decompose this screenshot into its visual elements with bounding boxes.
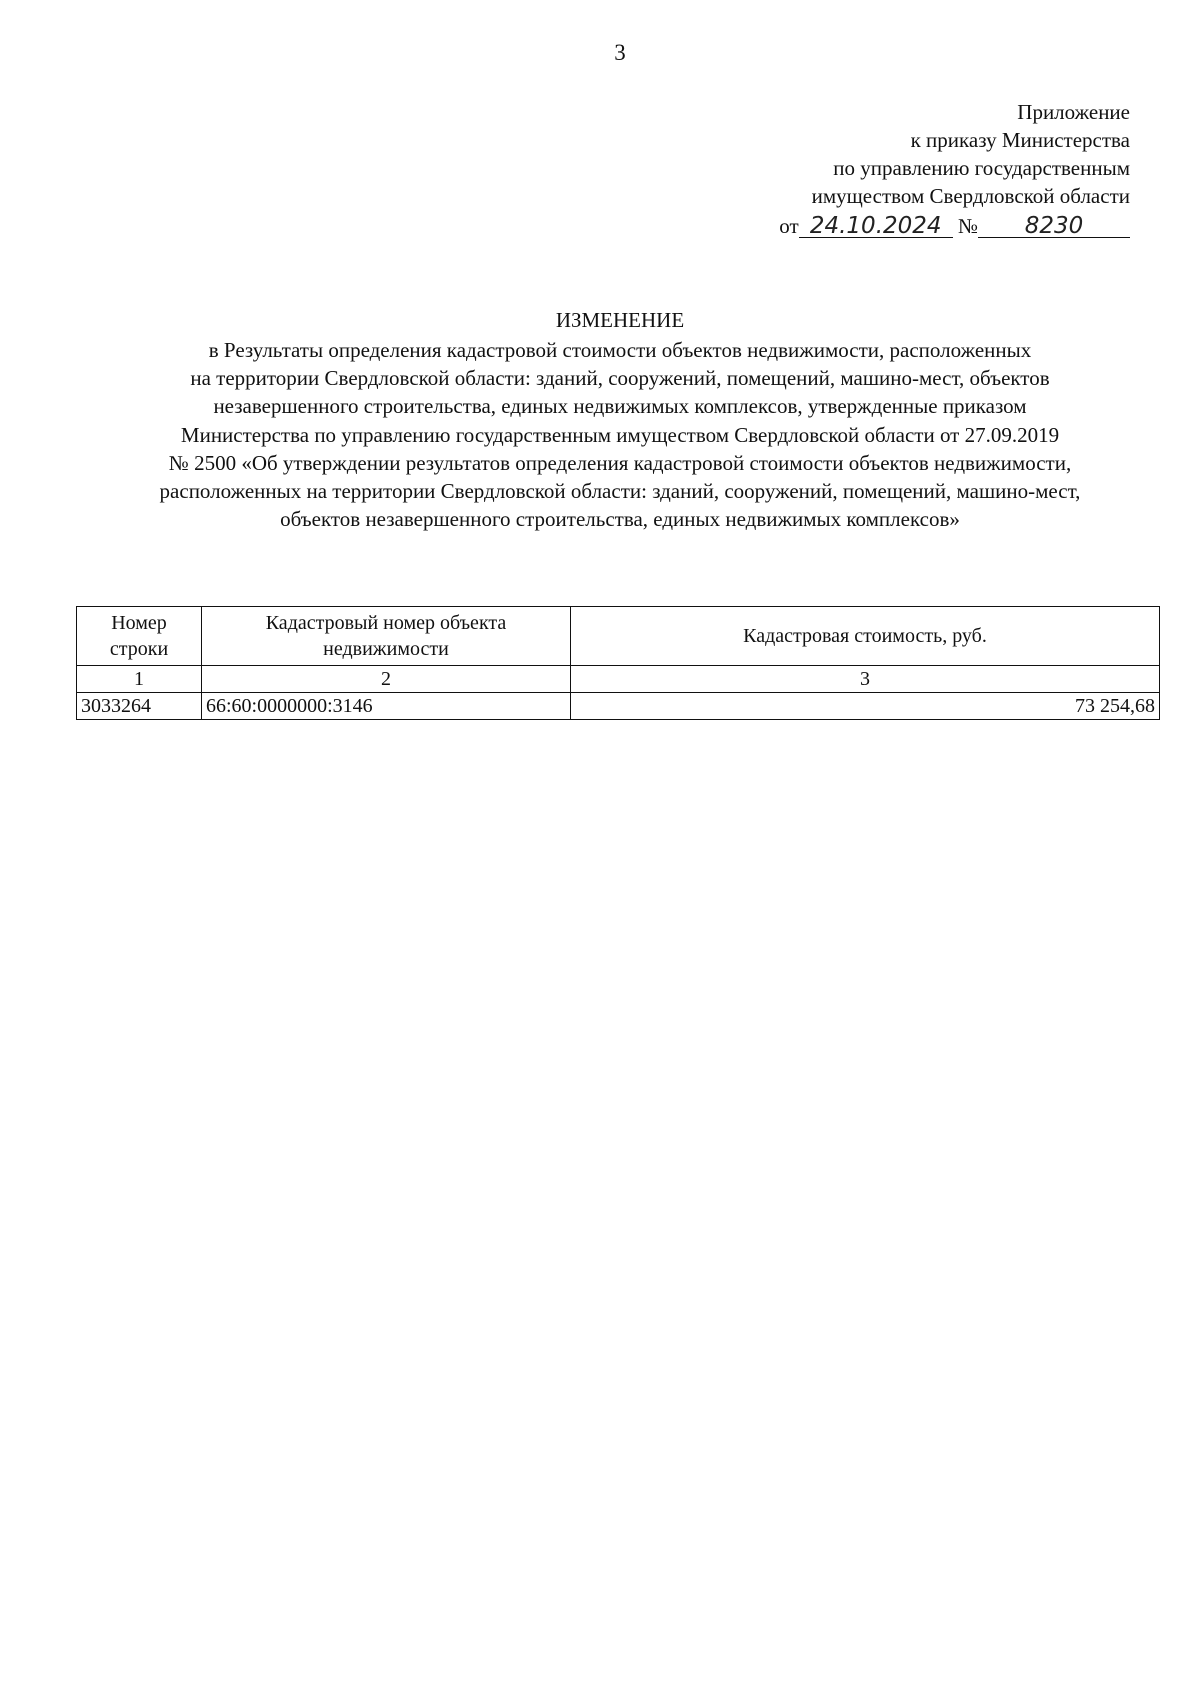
handwritten-date: 24.10.2024 bbox=[799, 215, 953, 238]
header-text: Номер bbox=[111, 612, 167, 634]
cadastral-number-cell: 66:60:0000000:3146 bbox=[202, 693, 571, 720]
appendix-line: Приложение bbox=[1017, 100, 1130, 124]
document-title: ИЗМЕНЕНИЕ bbox=[555, 308, 685, 332]
header-cadastral-number bbox=[202, 607, 571, 666]
subtitle-line: расположенных на территории Свердловской области: зданий, сооружений, помещений, машино-мест, bbox=[159, 479, 1081, 504]
title-block bbox=[70, 306, 1170, 533]
order-reference bbox=[779, 212, 1130, 240]
document-subtitle bbox=[70, 336, 1170, 533]
header-text: Кадастровый номер объекта bbox=[265, 612, 507, 634]
subtitle-line: на территории Свердловской области: зданий, сооружений, помещений, машино-мест, объектов bbox=[190, 366, 1050, 391]
appendix-line: имуществом Свердловской области bbox=[811, 184, 1130, 208]
header-cadastral-value: Кадастровая стоимость, руб. bbox=[571, 607, 1160, 666]
subtitle-line: Министерства по управлению государственным имуществом Свердловской области от 27.09.2019 bbox=[180, 422, 1060, 447]
appendix-line: к приказу Министерства bbox=[910, 128, 1130, 152]
column-number-row bbox=[77, 666, 1160, 693]
table-header-row bbox=[77, 607, 1160, 666]
subtitle-line: незавершенного строительства, единых недвижимых комплексов, утвержденные приказом bbox=[213, 394, 1027, 419]
appendix-line: по управлению государственным bbox=[833, 156, 1130, 180]
table-row bbox=[77, 693, 1160, 720]
subtitle-line: в Результаты определения кадастровой стоимости объектов недвижимости, расположенных bbox=[208, 338, 1032, 362]
column-number: 2 bbox=[202, 666, 571, 693]
column-number: 1 bbox=[77, 666, 202, 693]
appendix-block bbox=[779, 98, 1130, 240]
column-number: 3 bbox=[571, 666, 1160, 693]
cadastral-value-cell: 73 254,68 bbox=[571, 693, 1160, 720]
header-row-number bbox=[77, 607, 202, 666]
cadastral-value-table bbox=[76, 606, 1160, 720]
page-number: 3 bbox=[614, 40, 626, 65]
date-prefix: от bbox=[779, 214, 799, 238]
subtitle-line: объектов незавершенного строительства, единых недвижимых комплексов» bbox=[280, 507, 960, 532]
handwritten-order-number: 8230 bbox=[978, 215, 1130, 238]
row-number-cell: 3033264 bbox=[77, 693, 202, 720]
subtitle-line: № 2500 «Об утверждении результатов определения кадастровой стоимости объектов недвижимости, bbox=[168, 450, 1072, 475]
header-text: недвижимости bbox=[323, 638, 449, 660]
header-text: строки bbox=[109, 638, 169, 660]
number-prefix: № bbox=[957, 214, 978, 238]
